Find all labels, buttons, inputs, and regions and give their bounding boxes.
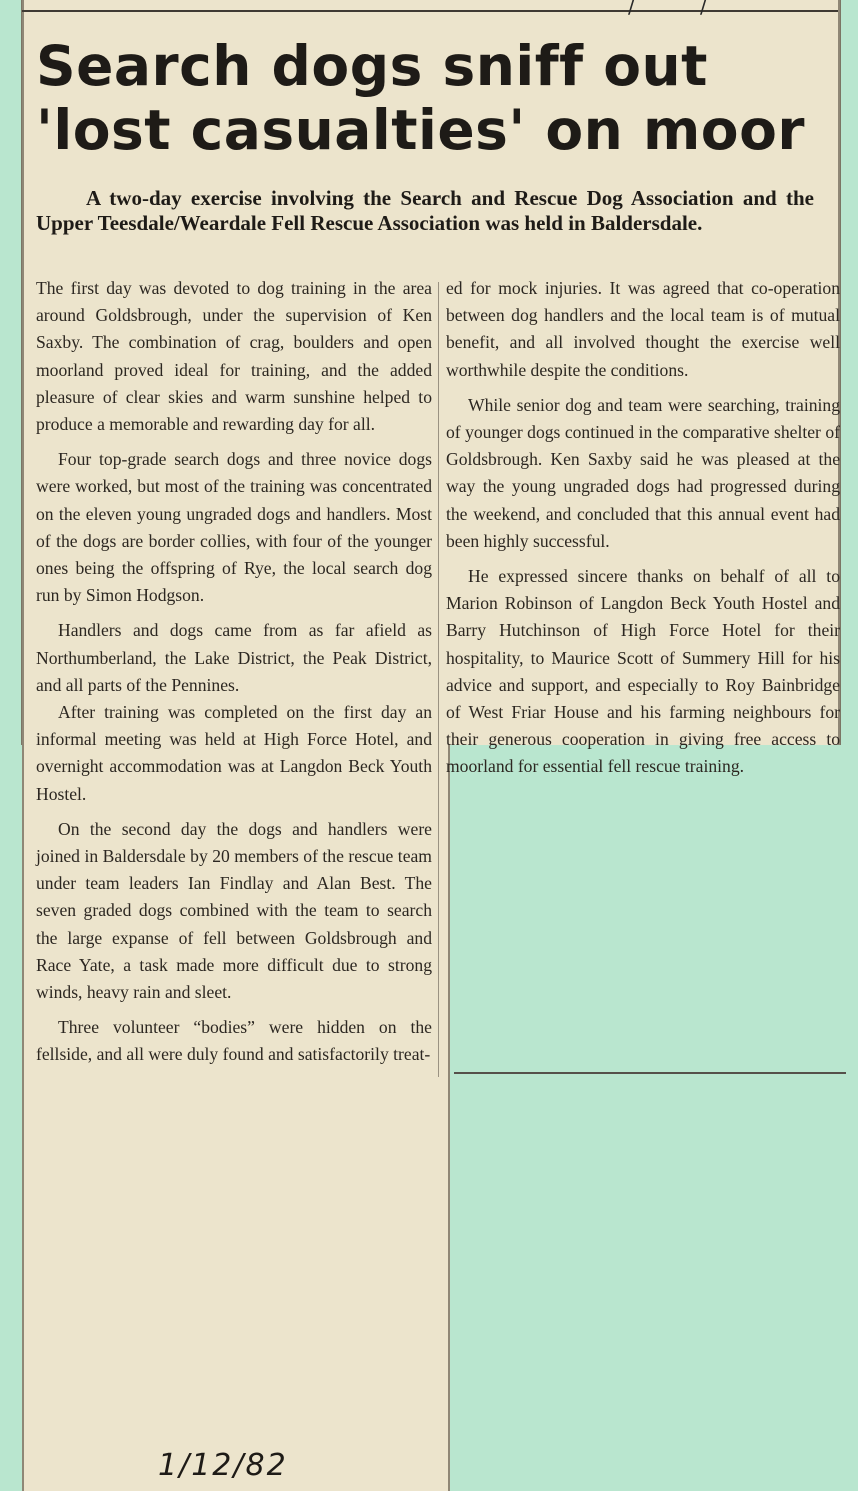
paragraph: Four top-grade search dogs and three novice dogs were worked, but most of the training was concentrated on the eleven young ungraded dogs and handlers. Most of the dogs are border collies, with four of the younger ones being the offspring of Rye, the local search dog run by Simon Hodgson. <box>36 449 432 606</box>
clipping-top-rule <box>22 10 838 12</box>
column-divider <box>438 282 439 1077</box>
paragraph: Three volunteer “bodies” were hidden on the fellside, and all were duly found and satisfactorily treat- <box>36 1017 432 1065</box>
headline <box>36 34 826 162</box>
article-column-right <box>446 275 840 781</box>
pen-mark: / <box>700 0 707 18</box>
paragraph: On the second day the dogs and handlers were joined in Baldersdale by 20 members of the rescue team under team leaders Ian Findlay and Alan Best. The seven graded dogs combined with the team to search the large expanse of fell between Goldsbrough and Race Yate, a task made more difficult due to strong winds, heavy rain and sleet. <box>36 818 432 1003</box>
paragraph: Handlers and dogs came from as far afield as Northumberland, the Lake District, the Peak District, and all parts of the Pennines. <box>36 620 432 695</box>
paragraph: ed for mock injuries. It was agreed that co-operation between dog handlers and the local team is of mutual benefit, and all involved thought the exercise well worthwhile despite the conditions. <box>446 278 840 380</box>
pen-mark: / <box>628 0 635 18</box>
paragraph: He expressed sincere thanks on behalf of all to Marion Robinson of Langdon Beck Youth Hostel and Barry Hutchinson of High Force Hotel for their hospitality, to Maurice Scott of Summery Hill for his advice and support, and especially to Roy Bainbridge of West Friar House and his farming neighbours for their generous cooperation in giving free access to moorland for essential fell rescue training. <box>446 566 840 777</box>
handwritten-date: 1/12/82 <box>158 1448 288 1483</box>
headline-line-1: Search dogs sniff out <box>36 34 708 98</box>
headline-line-2: 'lost casualties' on moor <box>36 98 805 162</box>
paragraph: The first day was devoted to dog training in the area around Goldsbrough, under the supervision of Ken Saxby. The combination of crag, boulders and open moorland proved ideal for training, and the added pleasure of clear skies and warm sunshine helped to produce a memorable and rewarding day for all. <box>36 278 432 435</box>
standfirst: A two-day exercise involving the Search and Rescue Dog Association and the Upper Teesdale/Weardale Fell Rescue Association was held in Baldersdale. <box>36 186 814 235</box>
article-column-left <box>36 275 432 1069</box>
article-end-rule <box>454 1072 846 1074</box>
paragraph: After training was completed on the first day an informal meeting was held at High Force Hotel, and overnight accommodation was at Langdon Beck Youth Hostel. <box>36 702 432 804</box>
paragraph: While senior dog and team were searching, training of younger dogs continued in the comparative shelter of Goldsbrough. Ken Saxby said he was pleased at the way the young ungraded dogs had progressed during the weekend, and concluded that this annual event had been highly successful. <box>446 394 840 551</box>
